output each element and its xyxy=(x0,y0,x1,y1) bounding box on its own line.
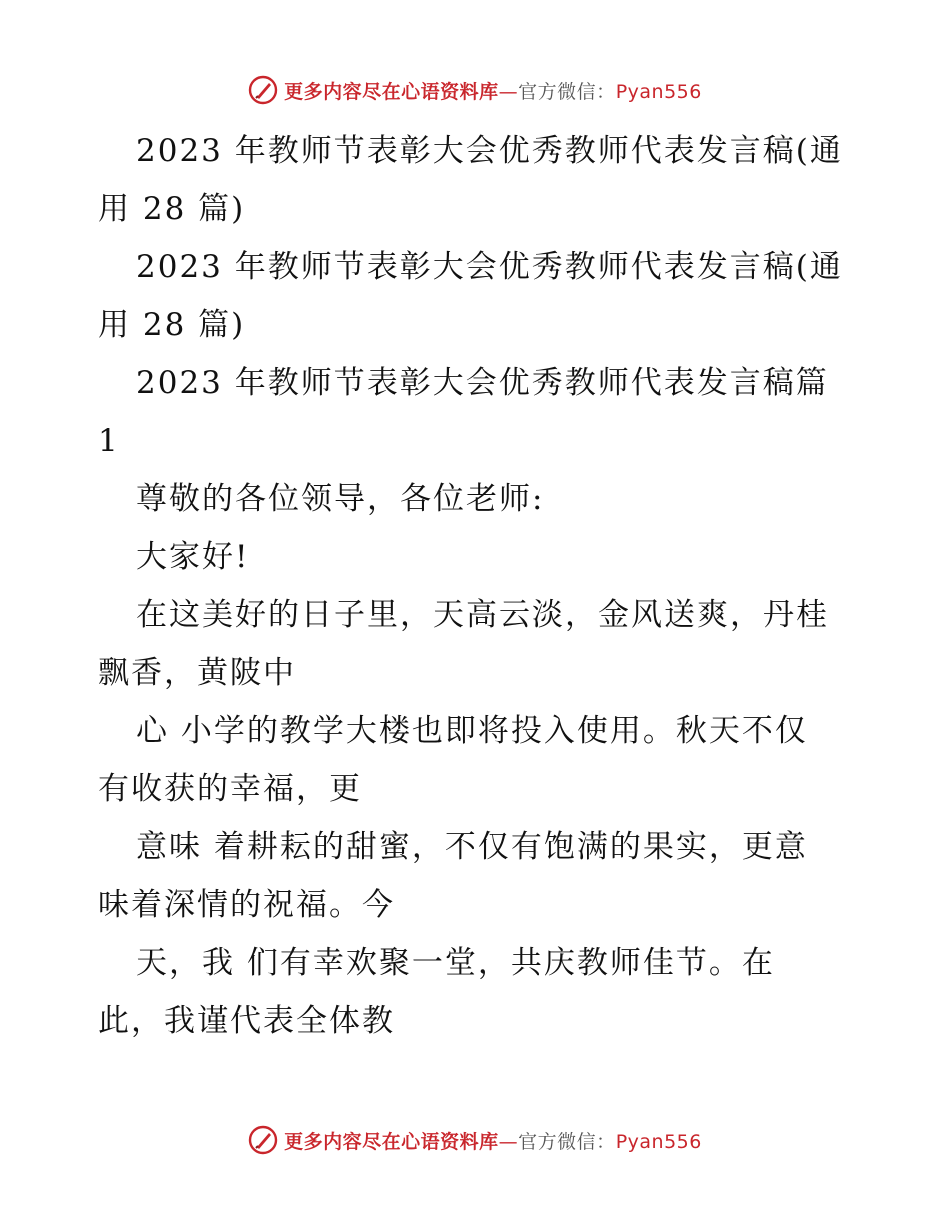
text-line: 用 28 篇) xyxy=(98,191,246,227)
document-body xyxy=(98,122,868,1050)
text-line: 2023 年教师节表彰大会优秀教师代表发言稿篇 xyxy=(136,365,829,401)
quill-logo-icon xyxy=(248,1125,278,1155)
text-line: 1 xyxy=(98,423,120,459)
text-line: 有收获的幸福，更 xyxy=(98,771,362,807)
watermark-title: 更多内容尽在心语资料库 xyxy=(284,80,499,103)
watermark-text xyxy=(284,77,702,104)
text-line: 心 小学的教学大楼也即将投入使用。秋天不仅 xyxy=(136,713,808,749)
text-line: 2023 年教师节表彰大会优秀教师代表发言稿(通 xyxy=(136,249,843,285)
footer-watermark xyxy=(0,1122,950,1158)
text-line: 用 28 篇) xyxy=(98,307,246,343)
quill-logo-icon xyxy=(248,75,278,105)
watermark-dash: — xyxy=(498,80,519,103)
watermark-label: 官方微信： xyxy=(518,80,616,103)
text-line: 2023 年教师节表彰大会优秀教师代表发言稿(通 xyxy=(136,133,843,169)
text-line: 意味 着耕耘的甜蜜，不仅有饱满的果实，更意 xyxy=(136,829,808,865)
watermark-wechat-id: Pyan556 xyxy=(615,1130,702,1153)
text-line: 大家好! xyxy=(136,539,250,575)
watermark-label: 官方微信： xyxy=(518,1130,616,1153)
watermark-dash: — xyxy=(498,1130,519,1153)
text-line: 此，我谨代表全体教 xyxy=(98,1003,395,1039)
text-line: 尊敬的各位领导，各位老师: xyxy=(136,481,545,517)
header-watermark xyxy=(0,72,950,108)
text-line: 飘香，黄陂中 xyxy=(98,655,296,691)
watermark-text xyxy=(284,1127,702,1154)
text-line: 在这美好的日子里，天高云淡，金风送爽，丹桂 xyxy=(136,597,829,633)
text-line: 天，我 们有幸欢聚一堂，共庆教师佳节。在 xyxy=(136,945,775,981)
watermark-title: 更多内容尽在心语资料库 xyxy=(284,1130,499,1153)
text-line: 味着深情的祝福。今 xyxy=(98,887,395,923)
watermark-wechat-id: Pyan556 xyxy=(615,80,702,103)
